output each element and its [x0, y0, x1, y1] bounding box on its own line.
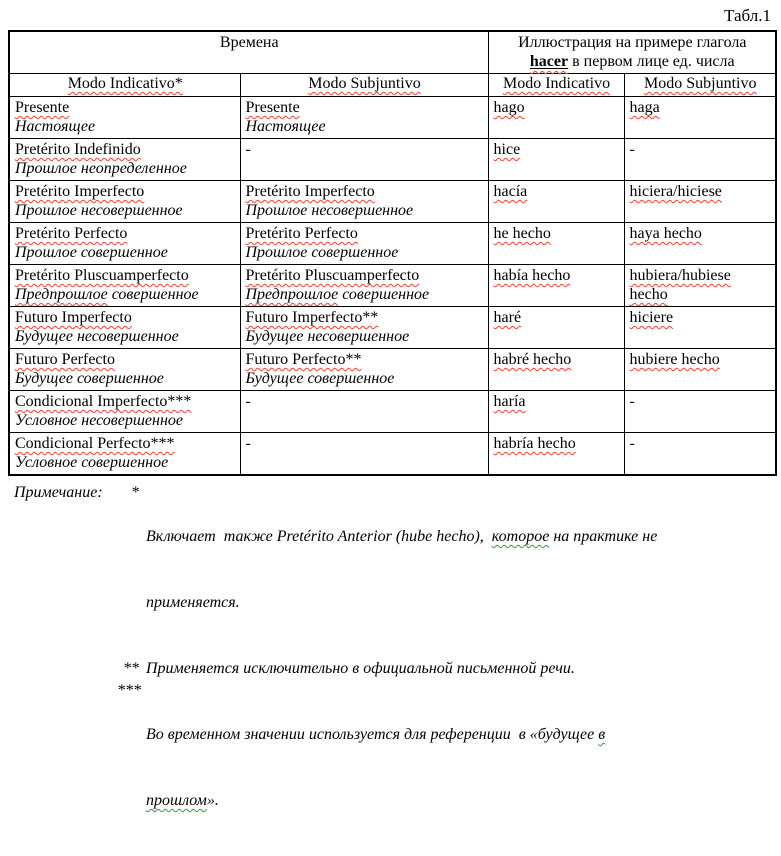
tense-row-futuro-perfecto [9, 349, 776, 391]
tense-es: Pretérito Pluscuamperfecto [245, 267, 420, 284]
tense-es: Pretérito Pluscuamperfecto [15, 267, 189, 284]
subheader-subjuntivo-left: Modo Subjuntivo [240, 74, 488, 97]
footnotes [14, 482, 774, 856]
cell-ind-tense [9, 349, 240, 391]
dash: - [629, 435, 635, 452]
cell-example-ind: hacía [488, 181, 624, 223]
tense-row-futuro-imperfecto [9, 307, 776, 349]
footnote-marker: * [131, 484, 139, 501]
table-caption: Табл.1 [724, 6, 771, 25]
header-times-label: Времена [219, 34, 279, 51]
footnote-marker: *** [117, 682, 141, 699]
tense-es: Pretérito Imperfecto [15, 183, 145, 200]
cell-ind-tense [9, 307, 240, 349]
tense-es: Presente [15, 99, 70, 116]
tense-ru: Настоящее [15, 118, 96, 135]
footnote-text: Включает также Pretérito Anterior (hube hecho), которое на практике не применяется. [146, 528, 658, 611]
tense-ru: Прошлое несовершенное [15, 202, 183, 219]
cell-sub-tense [240, 97, 488, 139]
tense-es: Pretérito Perfecto [15, 225, 128, 242]
tense-es: Futuro Perfecto [15, 351, 115, 368]
cell-example-sub: haya hecho [624, 223, 776, 265]
tense-es: Condicional Imperfecto*** [15, 393, 192, 410]
cell-ind-tense [9, 265, 240, 307]
footnote-3 [14, 680, 774, 856]
subheader-indicativo-left: Modo Indicativo* [9, 74, 240, 97]
tense-es: Futuro Perfecto** [245, 351, 362, 368]
verb-hacer: hacer [529, 53, 569, 70]
tense-row-preterito-imperfecto [9, 181, 776, 223]
tense-ru: Прошлое совершенное [245, 244, 399, 261]
cell-ind-tense [9, 181, 240, 223]
cell-example-sub [624, 139, 776, 181]
footnote-label: Примечание: [14, 484, 103, 501]
footnote-1 [14, 482, 774, 658]
cell-example-sub: hiciere [624, 307, 776, 349]
tense-ru: Предпрошлое совершенное [245, 286, 430, 303]
tense-es: Futuro Imperfecto [15, 309, 132, 326]
cell-example-ind: hice [488, 139, 624, 181]
cell-sub-tense [240, 265, 488, 307]
cell-example-sub: hiciera/hiciese [624, 181, 776, 223]
tense-es: Condicional Perfecto*** [15, 435, 175, 452]
dash: - [629, 393, 635, 410]
grammar-flagged-word: в [598, 726, 606, 743]
header-times [9, 31, 488, 74]
cell-example-ind: habría hecho [488, 433, 624, 476]
cell-sub-tense [240, 349, 488, 391]
tense-row-presente [9, 97, 776, 139]
dash: - [245, 141, 251, 158]
tense-ru: Будущее несовершенное [15, 328, 179, 345]
cell-ind-tense [9, 139, 240, 181]
cell-example-ind: haré [488, 307, 624, 349]
tense-es: Pretérito Indefinido [15, 141, 141, 158]
tense-es: Presente [245, 99, 300, 116]
tense-ru: Будущее совершенное [15, 370, 164, 387]
tense-ru: Предпрошлое совершенное [15, 286, 199, 303]
tense-row-condicional-perfecto [9, 433, 776, 476]
footnote-marker: ** [123, 660, 139, 677]
cell-example-sub [624, 391, 776, 433]
dash: - [629, 141, 635, 158]
dash: - [245, 393, 251, 410]
tense-ru: Настоящее [245, 118, 326, 135]
tense-ru: Будущее совершенное [245, 370, 395, 387]
cell-sub-tense [240, 223, 488, 265]
subheader-indicativo-right: Modo Indicativo [488, 74, 624, 97]
cell-example-ind: hago [488, 97, 624, 139]
header-illustration-line1: Иллюстрация на примере глагола [518, 34, 747, 51]
tense-row-condicional-imperfecto [9, 391, 776, 433]
cell-example-ind: habré hecho [488, 349, 624, 391]
cell-sub-tense [240, 139, 488, 181]
tenses-table [8, 30, 777, 476]
cell-sub-tense [240, 181, 488, 223]
cell-example-sub: hubiera/hubiese hecho [624, 265, 776, 307]
header-illustration-after: в первом лице ед. числа [568, 53, 735, 70]
cell-example-sub: hubiere hecho [624, 349, 776, 391]
tense-es: Pretérito Imperfecto [245, 183, 375, 200]
header-row-modes [9, 74, 776, 97]
tense-row-indefinido [9, 139, 776, 181]
cell-example-sub: haga [624, 97, 776, 139]
cell-example-ind: haría [488, 391, 624, 433]
cell-sub-tense [240, 391, 488, 433]
cell-example-sub [624, 433, 776, 476]
header-row-groups [9, 31, 776, 74]
header-illustration-line2 [494, 52, 772, 71]
cell-sub-tense [240, 307, 488, 349]
tense-row-preterito-perfecto [9, 223, 776, 265]
cell-sub-tense [240, 433, 488, 476]
tense-ru: Условное несовершенное [15, 412, 184, 429]
tense-es: Pretérito Perfecto [245, 225, 358, 242]
footnote-2 [14, 658, 774, 680]
tense-ru: Условное совершенное [15, 454, 169, 471]
cell-ind-tense [9, 223, 240, 265]
cell-example-ind: he hecho [488, 223, 624, 265]
grammar-flagged-word: прошлом [146, 792, 207, 809]
footnote-text: Во временном значении используется для референции в «будущее в прошлом». [146, 726, 606, 809]
subheader-subjuntivo-right: Modo Subjuntivo [624, 74, 776, 97]
cell-ind-tense [9, 97, 240, 139]
tense-ru: Будущее несовершенное [245, 328, 410, 345]
tense-ru: Прошлое совершенное [15, 244, 168, 261]
dash: - [245, 435, 251, 452]
tense-row-pluscuamperfecto [9, 265, 776, 307]
cell-example-ind: había hecho [488, 265, 624, 307]
cell-ind-tense [9, 391, 240, 433]
grammar-flagged-word: которое [491, 528, 550, 545]
cell-ind-tense [9, 433, 240, 476]
footnote-text: Применяется исключительно в официальной письменной речи. [146, 660, 575, 677]
header-illustration [488, 31, 776, 74]
tense-ru: Прошлое неопределенное [15, 160, 187, 177]
tense-es: Futuro Imperfecto** [245, 309, 379, 326]
tense-ru: Прошлое несовершенное [245, 202, 414, 219]
